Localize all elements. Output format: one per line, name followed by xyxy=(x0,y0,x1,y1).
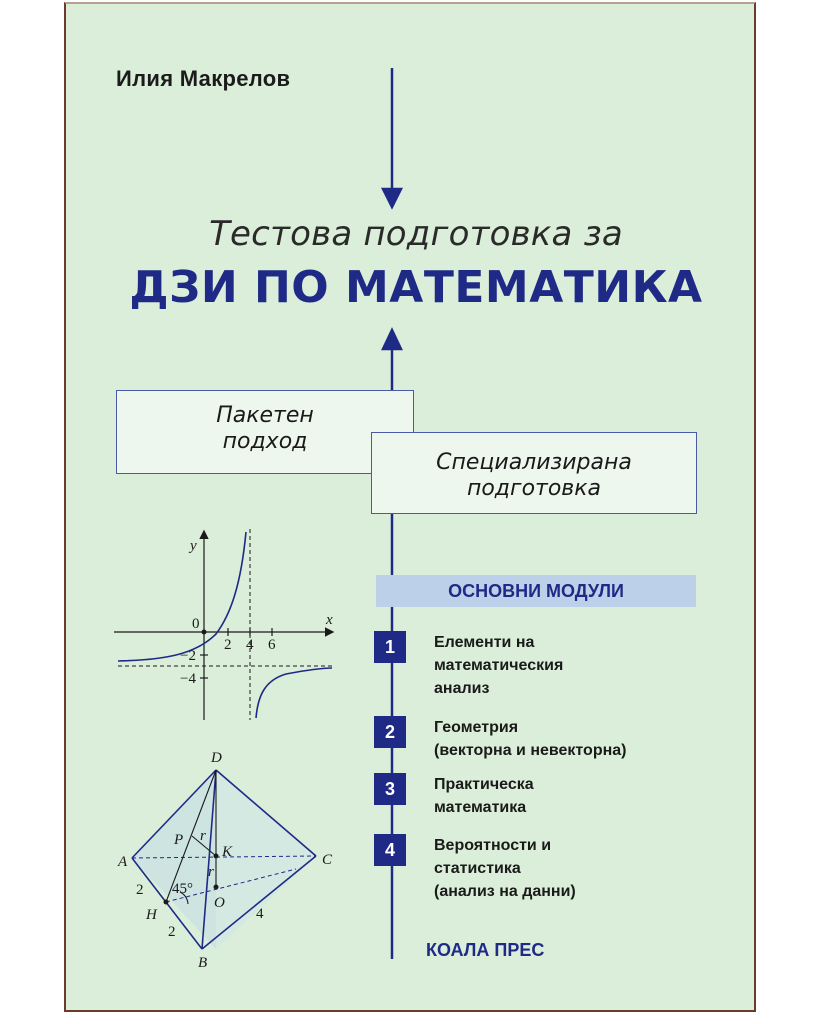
box-right-line2: подготовка xyxy=(466,476,602,501)
label-length-ah: 2 xyxy=(136,882,144,898)
module-number: 2 xyxy=(374,716,406,748)
x-tick-label: 2 xyxy=(224,637,232,653)
module-number: 4 xyxy=(374,834,406,866)
label-d: D xyxy=(211,750,222,766)
label-angle-45: 45° xyxy=(172,881,193,897)
point-k xyxy=(214,854,219,859)
label-a: A xyxy=(118,854,128,870)
label-b: B xyxy=(198,955,208,971)
title-line-1: Тестова подготовка за xyxy=(209,214,623,254)
module-text: Елементи на математическия анализ xyxy=(434,634,564,697)
point-h xyxy=(164,900,169,905)
book-cover xyxy=(64,2,756,1012)
label-length-bc: 4 xyxy=(256,906,264,922)
module-number: 1 xyxy=(374,631,406,663)
publisher-name: КОАЛА ПРЕС xyxy=(426,940,545,960)
modules-header: ОСНОВНИ МОДУЛИ xyxy=(376,575,696,607)
box-left-line2: подход xyxy=(222,429,308,454)
label-o: O xyxy=(214,895,225,911)
box-right-line1: Специализирана xyxy=(436,450,632,475)
module-number: 3 xyxy=(374,773,406,805)
label-h: H xyxy=(146,907,157,923)
y-axis-label: y xyxy=(190,538,197,554)
module-text: Геометрия (векторна и невекторна) xyxy=(434,719,627,759)
label-length-hb: 2 xyxy=(168,924,176,940)
x-tick-label: 6 xyxy=(268,637,276,653)
title-line-2: ДЗИ ПО МАТЕМАТИКА xyxy=(129,262,703,313)
origin-label: 0 xyxy=(192,616,200,632)
label-k: K xyxy=(222,844,233,860)
x-tick-label: 4 xyxy=(246,637,254,653)
label-p: P xyxy=(174,832,184,848)
y-tick-label: −2 xyxy=(180,648,196,664)
label-r-lower: r xyxy=(208,864,214,880)
x-axis-label: x xyxy=(326,612,333,628)
module-text: Вероятности и статистика (анализ на данни) xyxy=(434,837,576,900)
y-tick-label: −4 xyxy=(180,671,196,687)
author-name: Илия Макрелов xyxy=(116,66,291,91)
box-left-line1: Пакетен xyxy=(216,403,314,428)
pyramid-diagram xyxy=(66,4,758,1014)
label-c: C xyxy=(322,852,333,868)
label-r-upper: r xyxy=(200,828,206,844)
module-text: Практическа математика xyxy=(434,776,534,816)
point-o xyxy=(214,885,219,890)
